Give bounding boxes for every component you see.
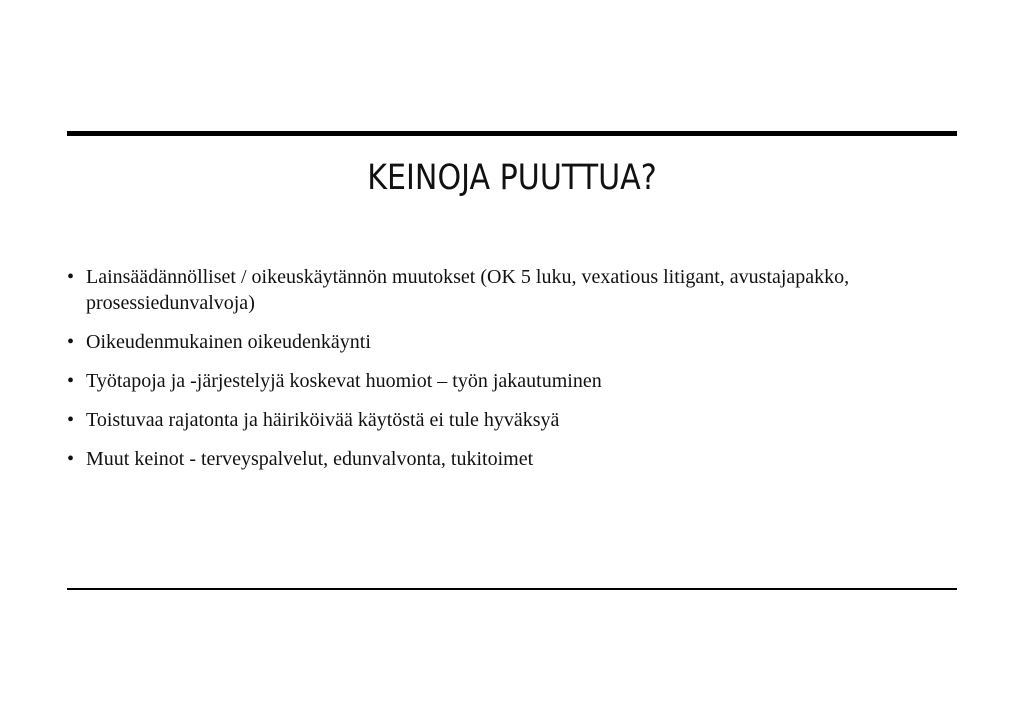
bottom-divider — [67, 588, 957, 590]
bullet-dot-icon: • — [67, 448, 75, 470]
bullet-text: Lainsäädännölliset / oikeuskäytännön muutokset (OK 5 luku, vexatious litigant, avustajapakko, prosessiedunvalvoja) — [86, 266, 850, 314]
bullet-text: Oikeudenmukainen oikeudenkäynti — [86, 331, 371, 353]
bullet-item — [67, 368, 967, 394]
bullet-text: Toistuvaa rajatonta ja häiriköivää käytöstä ei tule hyväksyä — [86, 409, 560, 431]
slide-title: KEINOJA PUUTTUA? — [367, 158, 657, 198]
top-divider — [67, 131, 957, 136]
bullet-item — [67, 329, 967, 355]
bullet-text: Työtapoja ja -järjestelyjä koskevat huomiot – työn jakautuminen — [86, 370, 602, 392]
bullet-item — [67, 446, 967, 472]
bullet-dot-icon: • — [67, 370, 75, 392]
bullet-item — [67, 264, 967, 316]
bullet-dot-icon: • — [67, 409, 75, 431]
bullet-dot-icon: • — [67, 266, 75, 288]
bullet-dot-icon: • — [67, 331, 75, 353]
bullet-item — [67, 407, 967, 433]
bullet-list — [67, 264, 967, 485]
bullet-text: Muut keinot - terveyspalvelut, edunvalvonta, tukitoimet — [86, 448, 534, 470]
